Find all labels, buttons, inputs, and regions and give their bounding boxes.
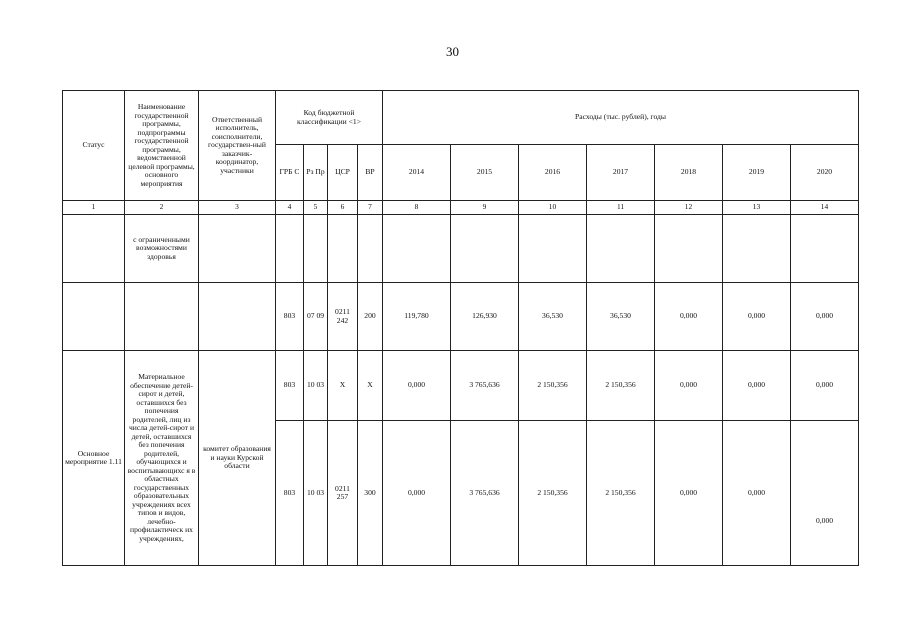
header-grbs: ГРБ С: [276, 145, 304, 201]
cell-csr: 0211 257: [328, 421, 358, 566]
header-budget-code: Код бюджетной классификации <1>: [276, 91, 383, 145]
cell-value: 0,000: [791, 421, 859, 566]
cell-value: 0,000: [655, 351, 723, 421]
header-year: 2018: [655, 145, 723, 201]
cell-value: 36,530: [587, 283, 655, 351]
header-year: 2019: [723, 145, 791, 201]
cell-name: Материальное обеспечение детей-сирот и детей, оставшихся без попечения родителей, лиц из числа детей-сирот и детей, оставшихся без попечения родителей, обучающихся и воспитывающихс я в областных государственных образовательных учреждениях всех типов и видов, лечебно-профилактическ их учреждениях,: [125, 351, 199, 566]
header-csr: ЦСР: [328, 145, 358, 201]
cell-csr: 0211 242: [328, 283, 358, 351]
table-row: [63, 283, 859, 351]
cell-value: 0,000: [791, 283, 859, 351]
column-number: 12: [655, 201, 723, 215]
column-number: 4: [276, 201, 304, 215]
table-row: [63, 351, 859, 421]
cell-value: 3 765,636: [451, 421, 519, 566]
cell-empty: [587, 215, 655, 283]
cell-value: 0,000: [383, 421, 451, 566]
budget-expenses-table: [62, 90, 859, 566]
header-vr: ВР: [358, 145, 383, 201]
header-row: [63, 91, 859, 145]
cell-value: 0,000: [655, 421, 723, 566]
column-number: 11: [587, 201, 655, 215]
cell-grbs: 803: [276, 283, 304, 351]
cell-empty: [358, 215, 383, 283]
header-name: Наименование государственной программы, подпрограммы государственной программы, ведомственной целевой программы, основного мероприятия: [125, 91, 199, 201]
cell-empty: [276, 215, 304, 283]
cell-rzpr: 10 03: [304, 421, 328, 566]
header-year: 2020: [791, 145, 859, 201]
cell-status: [63, 215, 125, 283]
column-number: 5: [304, 201, 328, 215]
header-status: Статус: [63, 91, 125, 201]
cell-empty: [383, 215, 451, 283]
column-number: 6: [328, 201, 358, 215]
header-rzpr: Рз Пр: [304, 145, 328, 201]
cell-value: 119,780: [383, 283, 451, 351]
cell-csr: X: [328, 351, 358, 421]
cell-name: [125, 283, 199, 351]
cell-value: 0,000: [383, 351, 451, 421]
cell-rzpr: 10 03: [304, 351, 328, 421]
cell-name: с ограниченными возможностями здоровья: [125, 215, 199, 283]
page-number: 30: [446, 44, 459, 59]
cell-vr: X: [358, 351, 383, 421]
column-number: 9: [451, 201, 519, 215]
column-number: 14: [791, 201, 859, 215]
cell-value: 2 150,356: [519, 351, 587, 421]
column-number: 2: [125, 201, 199, 215]
cell-rzpr: 07 09: [304, 283, 328, 351]
cell-value: 2 150,356: [519, 421, 587, 566]
header-expenses: Расходы (тыс. рублей), годы: [383, 91, 859, 145]
column-number: 10: [519, 201, 587, 215]
cell-value: 0,000: [723, 351, 791, 421]
header-year: 2015: [451, 145, 519, 201]
column-number: 3: [199, 201, 276, 215]
cell-empty: [451, 215, 519, 283]
cell-value: 0,000: [791, 351, 859, 421]
cell-status: [63, 283, 125, 351]
table-row: [63, 215, 859, 283]
header-responsible: Ответственный исполнитель, соисполнители, государствен-ный заказчик-координатор, участники: [199, 91, 276, 201]
cell-value: 0,000: [655, 283, 723, 351]
column-number: 1: [63, 201, 125, 215]
column-number-row: [63, 201, 859, 215]
cell-value: 126,930: [451, 283, 519, 351]
cell-status: Основное мероприятие 1.11: [63, 351, 125, 566]
cell-empty: [304, 215, 328, 283]
cell-empty: [791, 215, 859, 283]
column-number: 8: [383, 201, 451, 215]
header-year: 2016: [519, 145, 587, 201]
column-number: 7: [358, 201, 383, 215]
cell-responsible: комитет образования и науки Курской области: [199, 351, 276, 566]
cell-empty: [723, 215, 791, 283]
cell-responsible: [199, 283, 276, 351]
cell-value: 36,530: [519, 283, 587, 351]
column-number: 13: [723, 201, 791, 215]
header-year: 2017: [587, 145, 655, 201]
cell-responsible: [199, 215, 276, 283]
cell-grbs: 803: [276, 351, 304, 421]
cell-value: 0,000: [723, 283, 791, 351]
header-year: 2014: [383, 145, 451, 201]
cell-empty: [519, 215, 587, 283]
cell-value: 3 765,636: [451, 351, 519, 421]
cell-vr: 200: [358, 283, 383, 351]
cell-value: 2 150,356: [587, 421, 655, 566]
cell-grbs: 803: [276, 421, 304, 566]
cell-empty: [655, 215, 723, 283]
cell-vr: 300: [358, 421, 383, 566]
cell-empty: [328, 215, 358, 283]
cell-value: 0,000: [723, 421, 791, 566]
cell-value: 2 150,356: [587, 351, 655, 421]
